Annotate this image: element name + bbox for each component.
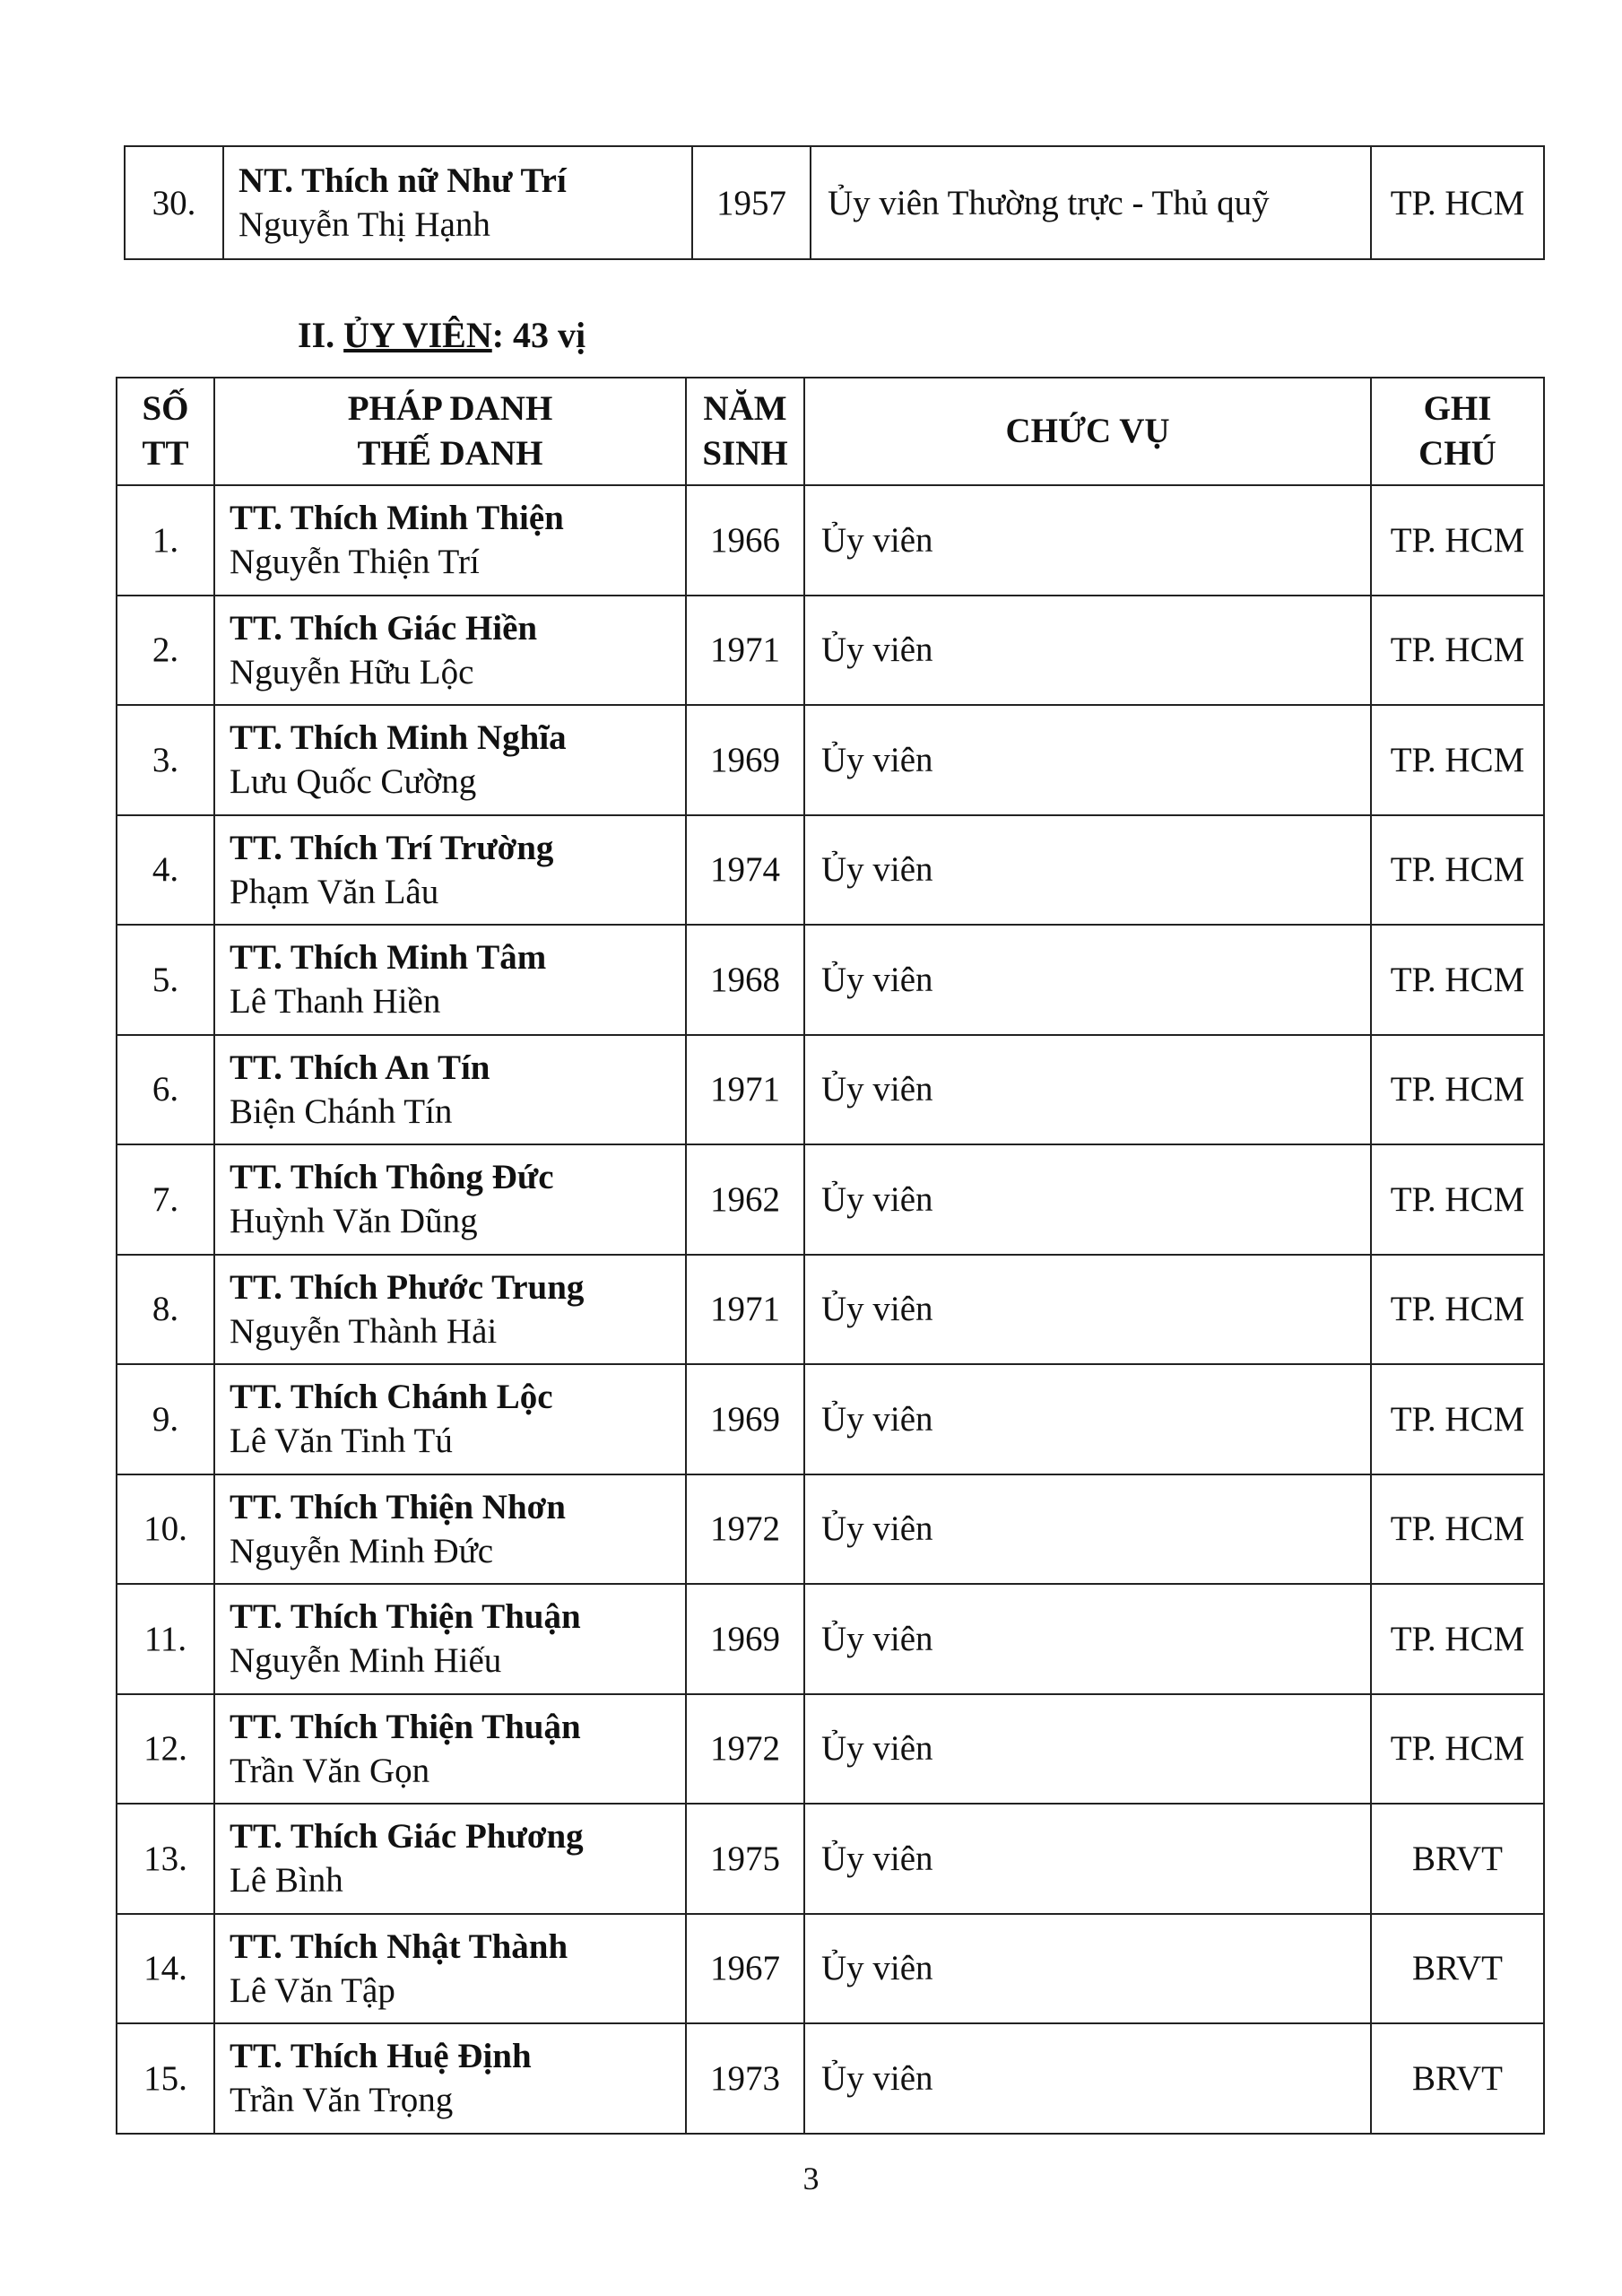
lay-name: Huỳnh Văn Dũng [230, 1202, 478, 1241]
header-no-line1: SỐ [142, 389, 189, 428]
row-number: 10. [117, 1474, 214, 1585]
note: BRVT [1371, 2023, 1544, 2134]
lay-name: Nguyễn Thiện Trí [230, 543, 480, 582]
note: TP. HCM [1371, 1255, 1544, 1365]
member-name-cell [214, 705, 686, 815]
row-number: 13. [117, 1804, 214, 1914]
lay-name: Lê Văn Tập [230, 1970, 395, 2010]
dharma-name: TT. Thích Huệ Định [230, 2037, 532, 2076]
lay-name: Lê Thanh Hiền [230, 982, 441, 1022]
row-number: 15. [117, 2023, 214, 2134]
dharma-name: TT. Thích Giác Phương [230, 1817, 584, 1857]
birth-year: 1972 [686, 1474, 804, 1585]
lay-name: Lê Văn Tinh Tú [230, 1422, 453, 1461]
section-suffix: : 43 vị [491, 315, 586, 355]
note: TP. HCM [1371, 705, 1544, 815]
table-row [117, 596, 1544, 706]
row-number: 6. [117, 1035, 214, 1145]
dharma-name: TT. Thích Minh Thiện [230, 499, 564, 538]
birth-year: 1957 [692, 146, 811, 259]
dharma-name: TT. Thích Thông Đức [230, 1158, 554, 1197]
table-row [117, 1584, 1544, 1694]
position: Ủy viên [804, 596, 1371, 706]
birth-year: 1975 [686, 1804, 804, 1914]
table-row [117, 1255, 1544, 1365]
position: Ủy viên [804, 925, 1371, 1035]
position: Ủy viên [804, 1584, 1371, 1694]
note: TP. HCM [1371, 146, 1544, 259]
header-note-line1: GHI [1423, 389, 1492, 428]
birth-year: 1962 [686, 1144, 804, 1255]
dharma-name: TT. Thích Thiện Nhơn [230, 1487, 566, 1526]
birth-year: 1969 [686, 1364, 804, 1474]
row-number: 2. [117, 596, 214, 706]
header-year-line1: NĂM [703, 389, 787, 428]
lay-name: Trần Văn Trọng [230, 2081, 454, 2120]
position: Ủy viên [804, 1364, 1371, 1474]
members-table [116, 377, 1545, 2135]
row-number: 12. [117, 1694, 214, 1805]
table-row [117, 1364, 1544, 1474]
note: TP. HCM [1371, 1144, 1544, 1255]
member-name-cell [214, 1364, 686, 1474]
table-row [117, 1035, 1544, 1145]
position: Ủy viên [804, 1255, 1371, 1365]
lay-name: Nguyễn Minh Hiếu [230, 1641, 502, 1681]
dharma-name: TT. Thích An Tín [230, 1048, 490, 1087]
header-name [214, 378, 686, 485]
row-number: 4. [117, 815, 214, 926]
note: TP. HCM [1371, 1584, 1544, 1694]
member-name-cell [214, 815, 686, 926]
header-name-line1: PHÁP DANH [347, 389, 553, 428]
header-year [686, 378, 804, 485]
header-no [117, 378, 214, 485]
dharma-name: TT. Thích Chánh Lộc [230, 1378, 553, 1417]
dharma-name: TT. Thích Minh Tâm [230, 938, 547, 978]
birth-year: 1972 [686, 1694, 804, 1805]
dharma-name: TT. Thích Minh Nghĩa [230, 718, 567, 758]
member-name-cell [214, 485, 686, 596]
position: Ủy viên Thường trực - Thủ quỹ [811, 146, 1371, 259]
lay-name: Biện Chánh Tín [230, 1091, 453, 1131]
note: BRVT [1371, 1804, 1544, 1914]
row-number: 14. [117, 1914, 214, 2024]
table-row [117, 2023, 1544, 2134]
table-row [117, 1914, 1544, 2024]
dharma-name: TT. Thích Thiện Thuận [230, 1597, 581, 1637]
row-number: 8. [117, 1255, 214, 1365]
birth-year: 1971 [686, 1255, 804, 1365]
row-number: 30. [125, 146, 223, 259]
members-table-body [117, 485, 1544, 2134]
position: Ủy viên [804, 1144, 1371, 1255]
birth-year: 1968 [686, 925, 804, 1035]
lay-name: Nguyễn Hữu Lộc [230, 652, 474, 691]
position: Ủy viên [804, 1694, 1371, 1805]
dharma-name: TT. Thích Trí Trường [230, 828, 554, 867]
position: Ủy viên [804, 1035, 1371, 1145]
birth-year: 1973 [686, 2023, 804, 2134]
lay-name: Phạm Văn Lâu [230, 872, 439, 911]
dharma-name: TT. Thích Giác Hiền [230, 608, 538, 648]
table-row [117, 1474, 1544, 1585]
member-name-cell [214, 1144, 686, 1255]
row-number: 5. [117, 925, 214, 1035]
lay-name: Lưu Quốc Cường [230, 762, 477, 802]
birth-year: 1971 [686, 1035, 804, 1145]
header-note [1371, 378, 1544, 485]
lay-name: Lê Bình [230, 1861, 343, 1900]
page-number: 3 [802, 2161, 820, 2196]
member-name-cell [214, 1914, 686, 2024]
note: TP. HCM [1371, 1035, 1544, 1145]
lay-name: Nguyễn Thành Hải [230, 1311, 498, 1351]
position: Ủy viên [804, 1914, 1371, 2024]
header-note-line2: CHÚ [1418, 434, 1496, 473]
note: TP. HCM [1371, 596, 1544, 706]
birth-year: 1974 [686, 815, 804, 926]
position: Ủy viên [804, 485, 1371, 596]
member-name-cell [214, 2023, 686, 2134]
header-position: CHỨC VỤ [804, 378, 1371, 485]
note: TP. HCM [1371, 1364, 1544, 1474]
birth-year: 1971 [686, 596, 804, 706]
row-number: 9. [117, 1364, 214, 1474]
note: BRVT [1371, 1914, 1544, 2024]
note: TP. HCM [1371, 925, 1544, 1035]
note: TP. HCM [1371, 485, 1544, 596]
position: Ủy viên [804, 705, 1371, 815]
table-row [117, 485, 1544, 596]
position: Ủy viên [804, 815, 1371, 926]
member-name-cell [214, 925, 686, 1035]
dharma-name: TT. Thích Nhật Thành [230, 1926, 568, 1966]
member-name-cell [214, 1804, 686, 1914]
birth-year: 1969 [686, 1584, 804, 1694]
table-row [117, 1804, 1544, 1914]
member-name-cell [214, 596, 686, 706]
position: Ủy viên [804, 2023, 1371, 2134]
table-row [125, 146, 1544, 259]
section-prefix: II. [298, 315, 344, 355]
birth-year: 1967 [686, 1914, 804, 2024]
member-name-cell [214, 1035, 686, 1145]
row-number: 1. [117, 485, 214, 596]
position: Ủy viên [804, 1804, 1371, 1914]
table-row [117, 1144, 1544, 1255]
position: Ủy viên [804, 1474, 1371, 1585]
birth-year: 1966 [686, 485, 804, 596]
table-row [117, 1694, 1544, 1805]
member-name-cell [214, 1255, 686, 1365]
row-number: 3. [117, 705, 214, 815]
row-number: 11. [117, 1584, 214, 1694]
table-row [117, 705, 1544, 815]
member-name-cell [214, 1584, 686, 1694]
dharma-name: TT. Thích Thiện Thuận [230, 1707, 581, 1746]
dharma-name: TT. Thích Phước Trung [230, 1267, 585, 1307]
table-row [117, 925, 1544, 1035]
member-name-cell [214, 1474, 686, 1585]
member-name-cell [214, 1694, 686, 1805]
header-name-line2: THẾ DANH [357, 434, 543, 473]
lay-name: Nguyễn Minh Đức [230, 1531, 494, 1570]
lay-name: Trần Văn Gọn [230, 1751, 430, 1790]
row-number: 7. [117, 1144, 214, 1255]
section-heading [298, 314, 585, 356]
previous-section-table [124, 145, 1545, 260]
note: TP. HCM [1371, 1694, 1544, 1805]
note: TP. HCM [1371, 1474, 1544, 1585]
header-no-line2: TT [142, 434, 189, 473]
section-label: ỦY VIÊN [343, 315, 492, 355]
table-header-row [117, 378, 1544, 485]
header-year-line2: SINH [702, 434, 788, 473]
table-row [117, 815, 1544, 926]
member-name-cell [223, 146, 692, 259]
birth-year: 1969 [686, 705, 804, 815]
dharma-name: NT. Thích nữ Như Trí [239, 161, 567, 200]
note: TP. HCM [1371, 815, 1544, 926]
lay-name: Nguyễn Thị Hạnh [239, 205, 490, 244]
